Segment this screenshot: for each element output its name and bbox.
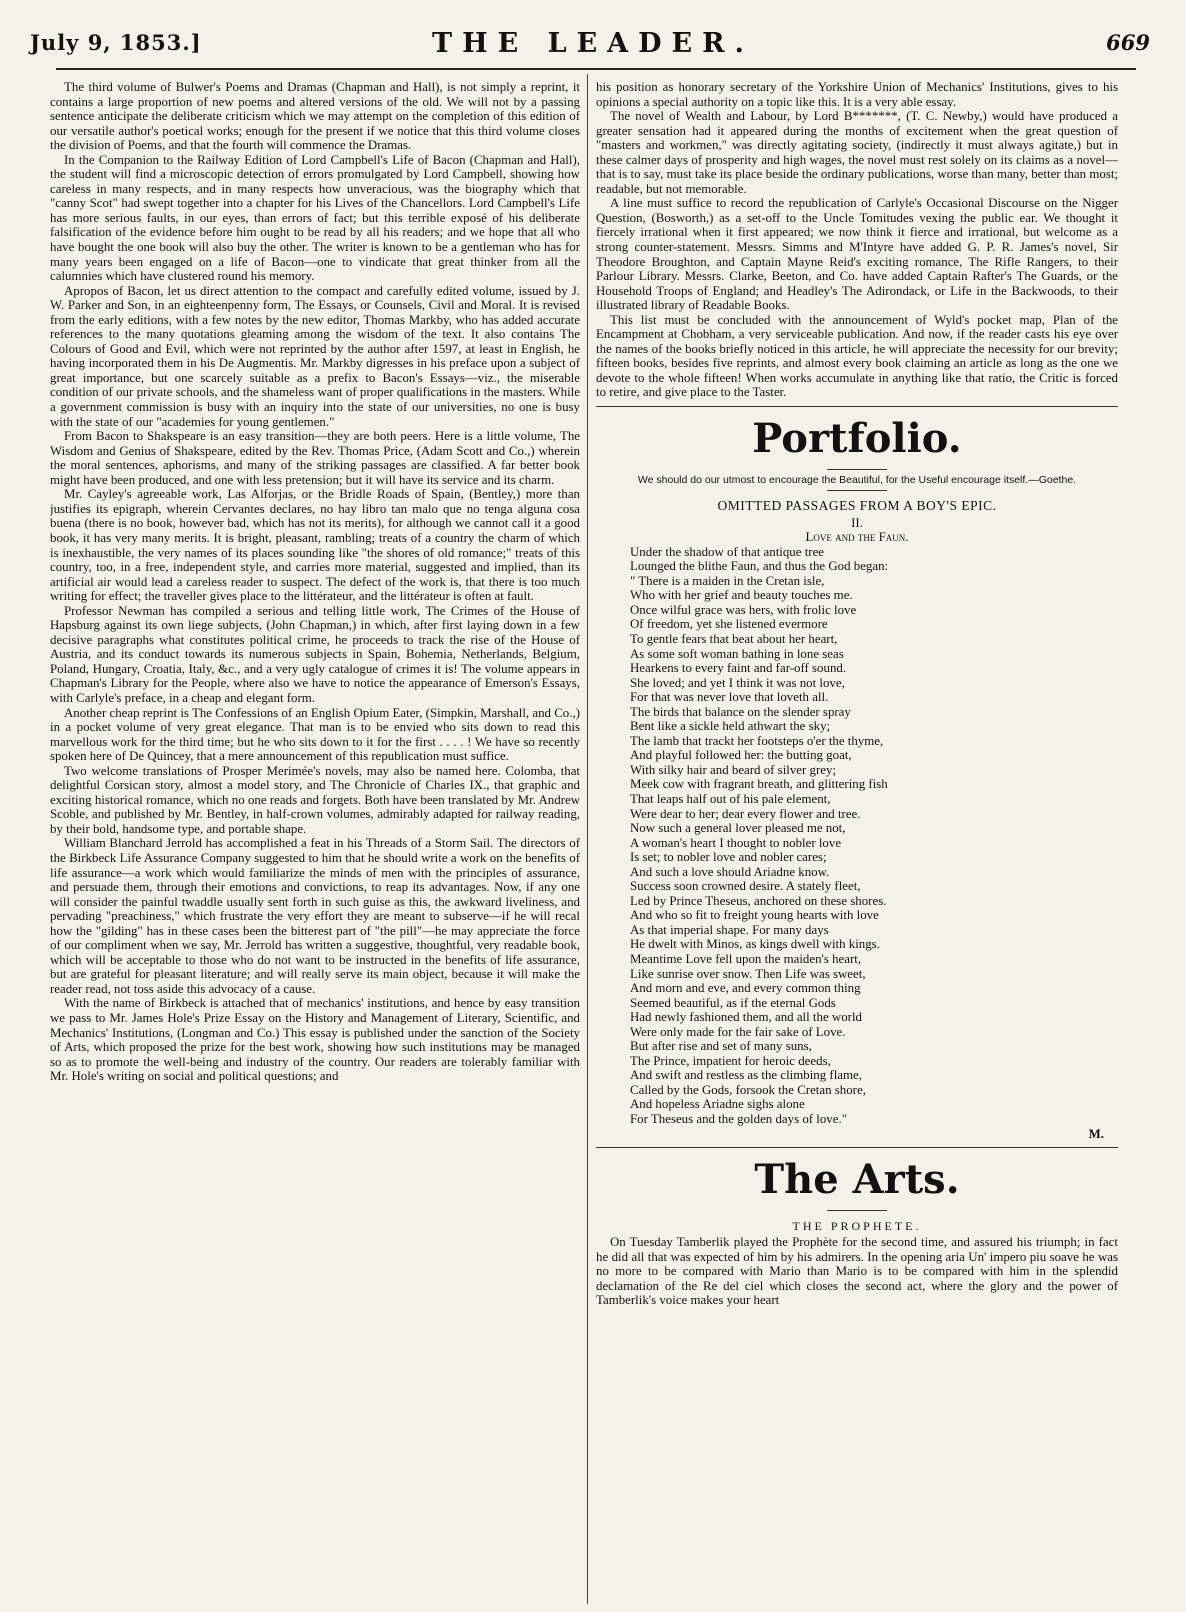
poem-line: For that was never love that loveth all.: [630, 690, 829, 705]
paragraph-campbell-bacon: In the Companion to the Railway Edition of Lord Campbell's Life of Bacon (Chapman and Hall), the student will find a microscopic detection of errors promulgated by Lord Campbell, showing how careless in many respects, and in many respects how unveracious, was the biography which that "canny Scot" had swept together into a chapter for his Lives of the Chancellors. Lord Campbell's Life has more serious faults, in our eyes, than errors of fact; but this terrible exposé of his deliberate falsification of the evidence before him ought to be read by all his readers; and we hope that all who have bought the one book will also buy the other. The writer is known to be a gentleman who has for many years been engaged on a life of Bacon—one to vindicate that great thinker from all the calumnies which have clustered round his memory.: [50, 152, 580, 284]
poem-line: And hopeless Ariadne sighs alone: [630, 1097, 805, 1112]
right-column: [596, 80, 1118, 1605]
poem-line: Seemed beautiful, as if the eternal Gods: [630, 995, 836, 1010]
poem-line: The lamb that trackt her footsteps o'er the thyme,: [630, 733, 884, 748]
poem-line: For Theseus and the golden days of love.": [630, 1112, 847, 1126]
poem-line: Is set; to nobler love and nobler cares;: [630, 850, 827, 865]
paragraph-bulwer: The third volume of Bulwer's Poems and Dramas (Chapman and Hall), is not simply a reprint, it contains a large proportion of new poems and altered versions of the old. We will not by a passing sentence anticipate the deliberate criticism which we may attempt on the completion of this edition of our versatile author's poetical works; enough for the present if we notice that this third volume closes the division of Poems, and that the fourth will commence the Dramas.: [50, 80, 580, 153]
poem-line: The Prince, impatient for heroic deeds,: [630, 1053, 831, 1068]
poem-line: " There is a maiden in the Cretan isle,: [630, 573, 825, 588]
poem-line: But after rise and set of many suns,: [630, 1039, 812, 1054]
poem-line: Who with her grief and beauty touches me.: [630, 588, 853, 603]
paragraph-wyld-map: This list must be concluded with the announcement of Wyld's pocket map, Plan of the Encampment at Chobham, a very serviceable publication. And now, if the reader casts his eye over the names of the books briefly noticed in this article, he will appreciate the necessity for our brevity; fifteen books, besides five reprints, and almost every book claiming an article as long as the one we devote to the whole fifteen! When works accumulate in anything like that ratio, the Critic is forced to retire, and give place to the Taster.: [596, 312, 1118, 400]
paragraph-hole-continued: his position as honorary secretary of the Yorkshire Union of Mechanics' Institutions, gives to his opinions a special authority on a topic like this. It is a very able essay.: [596, 80, 1118, 109]
paragraph-shakspeare: From Bacon to Shakspeare is an easy transition—they are both peers. Here is a little volume, The Wisdom and Genius of Shakspeare, edited by the Rev. Thomas Price, (Adam Scott and Co.,) wherein the moral sentences, aphorisms, and many of the striking passages are classified. A far better book might have been produced, and one with less pretension; but it will have its service and its charm.: [50, 429, 580, 487]
masthead: [30, 22, 1156, 68]
poem-line: With silky hair and beard of silver grey;: [630, 762, 837, 777]
poem-line: A woman's heart I thought to nobler love: [630, 835, 842, 850]
issue-date: July 9, 1853.]: [30, 30, 202, 55]
poem-line: Meantime Love fell upon the maiden's heart,: [630, 951, 862, 966]
paragraph-wealth-labour: The novel of Wealth and Labour, by Lord B*******, (T. C. Newby,) would have produced a greater sensation had it appeared during the months of excitement when the great question of "masters and workmen," was directly agitating society, (indirectly it must always agitate,) but in these calmer days of prosperity and high wages, the novel must rest solely on its claims as a novel—that is to say, must take its place beside the ordinary publications, worse than many, better than most; readable, but not memorable.: [596, 109, 1118, 196]
portfolio-title: Portfolio.: [752, 415, 962, 463]
poem-line: He dwelt with Minos, as kings dwell with kings.: [630, 937, 880, 952]
paragraph-opium-eater: Another cheap reprint is The Confessions of an English Opium Eater, (Simpkin, Marshall, and Co.,) in a pocket volume of very great elegance. That man is to be envied who sits down to read this marvellous work for the third time; but he who sits down to it for the first . . . . ! We have so recently spoken here of De Quincey, that a mere announcement of this republication must suffice.: [50, 705, 580, 764]
poem-line: As that imperial shape. For many days: [630, 922, 829, 937]
masthead-rule: [56, 68, 1136, 70]
poem-line: Had newly fashioned them, and all the world: [630, 1010, 862, 1025]
poem-heading: OMITTED PASSAGES FROM A BOY'S EPIC.: [717, 498, 997, 514]
short-rule: [827, 1210, 887, 1211]
column-divider: [587, 74, 588, 1604]
poem-line: Bent like a sickle held athwart the sky;: [630, 719, 831, 734]
portfolio-motto: We should do our utmost to encourage the Beautiful, for the Useful encourage itself.—Goethe.: [637, 474, 1077, 487]
poem-signature: M.: [1088, 1126, 1104, 1141]
poem-line: Led by Prince Theseus, anchored on these shores.: [630, 893, 887, 908]
newspaper-title: THE LEADER.: [432, 28, 754, 59]
poem-line: And swift and restless as the climbing flame,: [630, 1068, 862, 1083]
poem-line: Lounged the blithe Faun, and thus the God began:: [630, 559, 889, 574]
arts-paragraph: On Tuesday Tamberlik played the Prophète for the second time, and assured his triumph; in fact he did all that was expected of him by his admirers. In the opening aria Un' impero piu soave he was no more to be compared with Mario than Mario is to be compared with him in the splendid declamation of the Re del ciel which closes the second act, where the glory and the power of Tamberlik's voice makes your heart: [596, 1235, 1118, 1308]
paragraph-newman: Professor Newman has compiled a serious and telling little work, The Crimes of the House of Hapsburg against its own liege subjects, (John Chapman,) in which, after first laying down in a few decisive paragraphs what constitutes political crime, he proceeds to track the rise of the House of Austria, and its conduct towards its numerous subjects in Spain, Bohemia, Netherlands, Belgium, Poland, Hungary, Croatia, Italy, &c., and a very ugly catalogue of crimes it is! The volume appears in Chapman's Library for the People, where also we have to notice the appearance of Emerson's Essays, with Carlyle's preface, in a cheap and elegant form.: [50, 603, 580, 705]
poem-subheading: Love and the Faun.: [805, 530, 909, 545]
poem-line: Once wilful grace was hers, with frolic love: [630, 602, 857, 617]
paragraph-carlyle: A line must suffice to record the republication of Carlyle's Occasional Discourse on the Nigger Question, (Bosworth,) as a set-off to the Uncle Tomitudes vexing the public ear. We thought it fiercely irrational when it first appeared; we now think it fierce and irrational, but welcome as a strong counter-statement. Messrs. Simms and M'Intyre have added G. P. R. James's novel, Sir Theodore Broughton, and Captain Mayne Reid's exciting romance, The Rifle Rangers, to their Parlour Library. Messrs. Clarke, Beeton, and Co. have added Captain Rafter's The Guards, or the Household Troops of England; and Headley's The Adirondack, or Life in the Backwoods, to their illustrated library of Readable Books.: [596, 196, 1118, 313]
short-rule: [827, 490, 887, 491]
poem-line: Success soon crowned desire. A stately fleet,: [630, 879, 861, 894]
poem-line: Under the shadow of that antique tree: [630, 544, 825, 559]
poem-line: Were dear to her; dear every flower and tree.: [630, 806, 861, 821]
arts-heading: THE PROPHETE.: [792, 1218, 922, 1233]
paragraph-jerrold: William Blanchard Jerrold has accomplished a feat in his Threads of a Storm Sail. The directors of the Birkbeck Life Assurance Company suggested to him that he should write a work on the benefits of life assurance—a work which would familiarize the minds of men with the principles of assurance, and persuade them, through their emotions and convictions, to reap its advantages. Now, if any one will consider the painful twaddle usually sent forth in such guise as this, the awkward liveliness, and pervading "preachiness," which frustrate the very effort they are meant to subserve—if he will recal how the "gilding" has in these cases been the bitterest part of "the pill"—he may appreciate the force of our compliment when we say, Mr. Jerrold has written a suggestive, thoughtful, very readable book, which will be acceptable to those who do not want to be instructed in the benefits of life assurance, but are grateful for pleasant literature; and will really serve its main object, because it will make the reader read, not toss aside this advocacy of a cause.: [50, 836, 580, 996]
poem-line: Meek cow with fragrant breath, and glittering fish: [630, 777, 888, 792]
poem-line: And who so fit to freight young hearts with love: [630, 908, 879, 923]
poem-line: Were only made for the fair sake of Love.: [630, 1024, 846, 1039]
poem-line: Now such a general lover pleased me not,: [630, 821, 846, 836]
poem-line: Hearkens to every faint and far-off sound.: [630, 661, 847, 676]
poem-line: That leaps half out of his pale element,: [630, 791, 831, 806]
poem-body: [630, 545, 1118, 1127]
poem-line: And morn and eve, and every common thing: [630, 981, 861, 996]
page-number: 669: [1106, 30, 1150, 55]
poem-line: Called by the Gods, forsook the Cretan shore,: [630, 1082, 866, 1097]
arts-title: The Arts.: [754, 1155, 960, 1203]
poem-line: She loved; and yet I think it was not love,: [630, 675, 845, 690]
poem-line: Of freedom, yet she listened evermore: [630, 617, 828, 632]
paragraph-essays: Apropos of Bacon, let us direct attention to the compact and carefully edited volume, issued by J. W. Parker and Son, in an eighteenpenny form, The Essays, or Counsels, Civil and Moral. It is revised from the early editions, with a few notes by the new editor, Thomas Markby, who has added accurate references to the many quotations gleaming among the wisdom of the text. It also contains The Colours of Good and Evil, which were not reprinted by the author after 1597, at least in English, he having incorporated them in his De Augmentis. Mr. Markby digresses in his preface upon a subject of great importance, but one scarcely suitable as a prefix to Bacon's Essays—viz., the miserable condition of our private schools, and the shameless want of proper qualifications in the masters. While a government commission is busy with an inquiry into the state of our universities, no one is busy with the state of our "academies for young gentlemen.": [50, 283, 580, 429]
left-column: [50, 80, 580, 1605]
poem-line: The birds that balance on the slender spray: [630, 704, 851, 719]
poem-line: And playful followed her: the butting goat,: [630, 748, 852, 763]
paragraph-merimee: Two welcome translations of Prosper Merimée's novels, may also be named here. Colomba, that delightful Corsican story, almost a model story, and The Chronicle of Charles IX., that graphic and exciting historical romance, which no one reads and forgets. Both have been translated by Mr. Andrew Scoble, and published by Mr. Bentley, in half-crown volumes, admirably adapted for railway reading, by their bold, handsome type, and portable shape.: [50, 763, 580, 836]
poem-line: Like sunrise over snow. Then Life was sweet,: [630, 966, 866, 981]
paragraph-birkbeck: With the name of Birkbeck is attached that of mechanics' institutions, and hence by easy transition we pass to Mr. James Hole's Prize Essay on the History and Management of Literary, Scientific, and Mechanics' Institutions, (Longman and Co.) This essay is published under the sanction of the Society of Arts, which proposed the prize for the best work, showing how such institutions may be managed so as to promote the well-being and industry of the country. Our readers are tolerably familiar with Mr. Hole's writing on social and political questions; and: [50, 996, 580, 1084]
poem-number: II.: [851, 515, 863, 530]
section-rule: [596, 1147, 1118, 1148]
poem-line: And such a love should Ariadne know.: [630, 864, 830, 879]
poem-line: As some soft woman bathing in lone seas: [630, 646, 844, 661]
section-rule: [596, 406, 1118, 407]
short-rule: [827, 469, 887, 470]
paragraph-cayley: Mr. Cayley's agreeable work, Las Alforjas, or the Bridle Roads of Spain, (Bentley,) more than justifies its epigraph, wherein Cervantes declares, no hay libro tan malo que no tenga alguna cosa buena (there is no book, however bad, which has not its merits), for although we cannot call it a good book, it has very many merits. It is bright, pleasant, rambling; treats of a country the charm of which is inexhaustible, the very names of its places sounding like "the shores of old romance;" treats of this country, too, in a free, independent style, and carries more material, suggested and implied, than its artificial air would lead a careless reader to suspect. The defect of the work is, that there is too much writing for effect; the traveller gives place to the littérateur, and the littérateur is often at fault.: [50, 487, 580, 604]
poem-line: To gentle fears that beat about her heart,: [630, 631, 838, 646]
